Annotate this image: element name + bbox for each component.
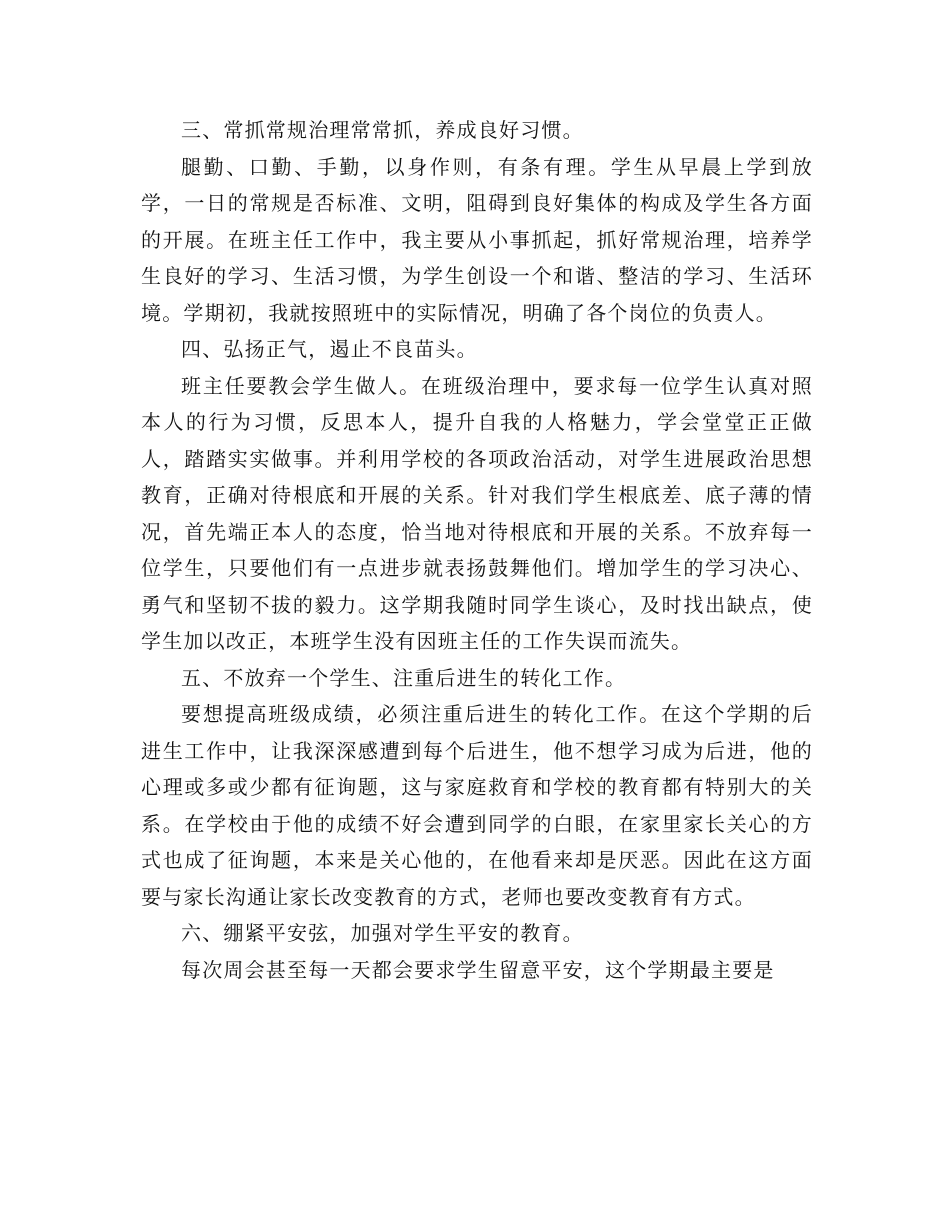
- section-heading-3: 三、常抓常规治理常常抓，养成良好习惯。: [181, 118, 584, 142]
- section-heading-6: 六、绷紧平安弦，加强对学生平安的教育。: [181, 921, 584, 945]
- paragraph-routine-management: 腿勤、口勤、手勤，以身作则，有条有理。学生从早晨上学到放学，一日的常规是否标准、文明，阻碍到良好集体的构成及学生各方面的开展。在班主任工作中，我主要从小事抓起，抓好常规治理，培养学生良好的学习、生活习惯，为学生创设一个和谐、整洁的学习、生活环境。学期初，我就按照班中的实际情况，明确了各个岗位的负责人。: [141, 154, 813, 325]
- paragraph-safety: 每次周会甚至每一天都会要求学生留意平安，这个学期最主要是: [181, 957, 775, 982]
- section-heading-4: 四、弘扬正气，遏止不良苗头。: [181, 337, 478, 361]
- paragraph-teaching-students: 班主任要教会学生做人。在班级治理中，要求每一位学生认真对照本人的行为习惯，反思本人，提升自我的人格魅力，学会堂堂正正做人，踏踏实实做事。并利用学校的各项政治活动，对学生进展政治思想教育，正确对待根底和开展的关系。针对我们学生根底差、底子薄的情况，首先端正本人的态度，恰当地对待根底和开展的关系。不放弃每一位学生，只要他们有一点进步就表扬鼓舞他们。增加学生的学习决心、勇气和坚韧不拔的毅力。这学期我随时同学生谈心，及时找出缺点，使学生加以改正，本班学生没有因班主任的工作失误而流失。: [141, 373, 813, 653]
- paragraph-underachievers: 要想提高班级成绩，必须注重后进生的转化工作。在这个学期的后进生工作中，让我深深感遭到每个后进生，他不想学习成为后进，他的心理或多或少都有征询题，这与家庭救育和学校的教育都有特别大的关系。在学校由于他的成绩不好会遭到同学的白眼，在家里家长关心的方式也成了征询题，本来是关心他的，在他看来却是厌恶。因此在这方面要与家长沟通让家长改变教育的方式，老师也要改变教育有方式。: [141, 702, 813, 909]
- document-body: [141, 112, 813, 988]
- section-heading-5: 五、不放弃一个学生、注重后进生的转化工作。: [181, 665, 627, 690]
